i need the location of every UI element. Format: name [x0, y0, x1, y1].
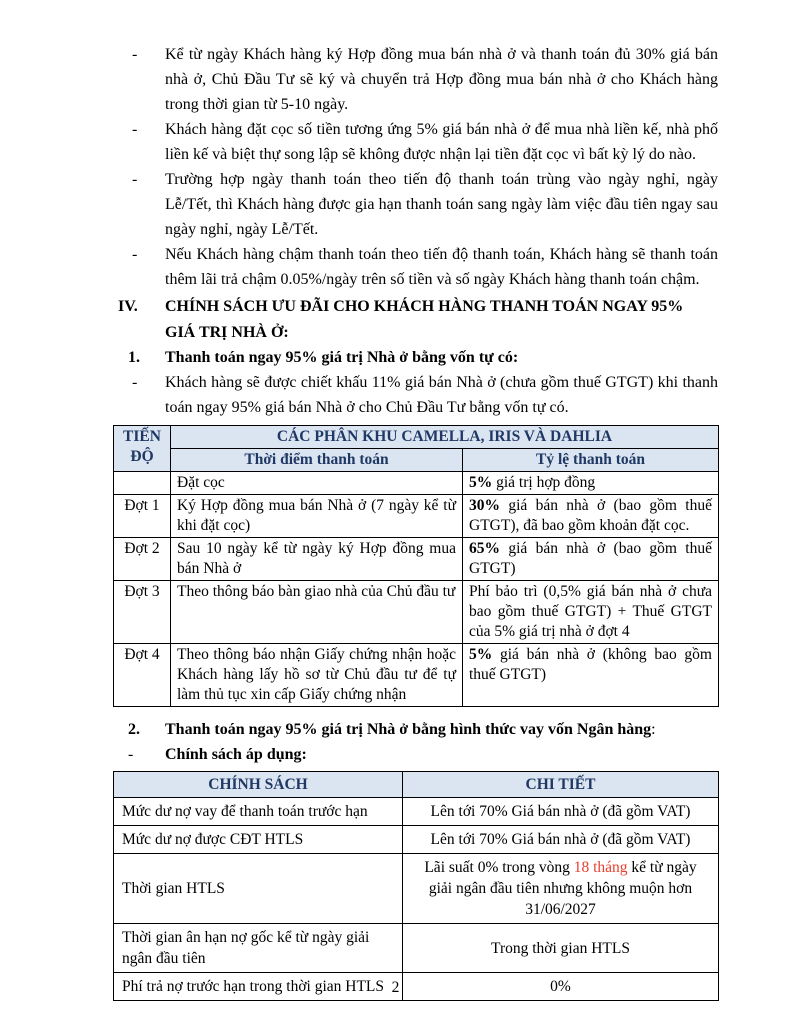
header-cell-rate: Tỷ lệ thanh toán	[463, 449, 719, 472]
table-row	[114, 798, 719, 826]
rate-percent: 65%	[469, 540, 500, 557]
bullet-text: Chính sách áp dụng:	[165, 746, 307, 763]
table-header-row	[114, 426, 719, 449]
bullet-dash: -	[132, 121, 138, 138]
cell-stage: Đợt 4	[114, 644, 171, 707]
cell-time: Sau 10 ngày kể từ ngày ký Hợp đồng mua bán Nhà ở	[171, 538, 463, 581]
rate-percent: 5%	[469, 646, 493, 663]
section-iv-heading	[113, 294, 718, 346]
table-row	[114, 854, 719, 924]
table-row	[114, 924, 719, 973]
cell-stage: Đợt 1	[114, 495, 171, 538]
cell-rate	[463, 644, 719, 707]
header-cell-policy: CHÍNH SÁCH	[114, 772, 403, 798]
section-numeral: IV.	[118, 298, 138, 315]
table-row	[114, 495, 719, 538]
item-title-colon: :	[651, 721, 656, 738]
rate-percent: 30%	[469, 497, 500, 514]
table-subheader-row	[114, 449, 719, 472]
bullet-dash: -	[128, 746, 134, 763]
bullet-text: Nếu Khách hàng chậm thanh toán theo tiến độ thanh toán, Khách hàng sẽ thanh toán thêm lãi trả chậm 0.05%/ngày trên số tiền và số ngày Khách hàng thanh toán chậm.	[165, 246, 718, 288]
cell-time: Đặt cọc	[171, 472, 463, 495]
rate-text: giá bán nhà ở (không bao gồm thuế GTGT)	[469, 646, 712, 683]
page-content	[113, 42, 718, 1001]
cell-policy: Mức dư nợ vay để thanh toán trước hạn	[114, 798, 403, 826]
item-numeral: 2.	[128, 721, 140, 738]
bullet-dash: -	[132, 246, 138, 263]
intro-bullet-2	[113, 117, 718, 167]
header-cell-time: Thời điểm thanh toán	[171, 449, 463, 472]
header-cell-zones: CÁC PHÂN KHU CAMELLA, IRIS VÀ DAHLIA	[171, 426, 719, 449]
cell-time: Theo thông báo bàn giao nhà của Chủ đầu tư	[171, 581, 463, 644]
rate-text: giá trị hợp đồng	[492, 474, 596, 491]
rate-percent: 5%	[469, 474, 493, 491]
cell-rate	[463, 472, 719, 495]
cell-time: Theo thông báo nhận Giấy chứng nhận hoặc Khách hàng lấy hồ sơ từ Chủ đầu tư để tự làm thủ tục xin cấp Giấy chứng nhận	[171, 644, 463, 707]
table-row	[114, 472, 719, 495]
bullet-dash: -	[132, 171, 138, 188]
cell-policy: Mức dư nợ được CĐT HTLS	[114, 826, 403, 854]
section-title: CHÍNH SÁCH ƯU ĐÃI CHO KHÁCH HÀNG THANH TOÁN NGAY 95% GIÁ TRỊ NHÀ Ở:	[165, 298, 684, 341]
bullet-text: Kể từ ngày Khách hàng ký Hợp đồng mua bán nhà ở và thanh toán đủ 30% giá bán nhà ở, Chủ Đầu Tư sẽ ký và chuyển trả Hợp đồng mua bán nhà ở cho Khách hàng trong thời gian từ 5-10 ngày.	[165, 46, 718, 113]
bullet-dash: -	[132, 374, 138, 391]
table-row	[114, 826, 719, 854]
item-title	[165, 718, 718, 742]
table-header-row	[114, 772, 719, 798]
item-1-heading	[113, 346, 718, 370]
header-cell-detail: CHI TIẾT	[403, 772, 719, 798]
cell-rate	[463, 538, 719, 581]
item-title: Thanh toán ngay 95% giá trị Nhà ở bằng vốn tự có:	[165, 349, 519, 366]
cell-detail: Trong thời gian HTLS	[403, 924, 719, 973]
detail-text: kể từ ngày giải ngân đầu tiên nhưng không muộn hơn 31/06/2027	[428, 859, 697, 918]
cell-policy: Thời gian ân hạn nợ gốc kể từ ngày giải ngân đầu tiên	[114, 924, 403, 973]
rate-text: giá bán nhà ở (bao gồm thuế GTGT), đã bao gồm khoản đặt cọc.	[469, 497, 712, 534]
cell-time: Ký Hợp đồng mua bán Nhà ở (7 ngày kể từ khi đặt cọc)	[171, 495, 463, 538]
cell-detail: 0%	[403, 973, 719, 1001]
cell-stage: Đợt 2	[114, 538, 171, 581]
cell-detail: Lên tới 70% Giá bán nhà ở (đã gồm VAT)	[403, 826, 719, 854]
detail-highlight: 18 tháng	[573, 859, 628, 876]
cell-policy: Thời gian HTLS	[114, 854, 403, 924]
rate-text: giá bán nhà ở (bao gồm thuế GTGT)	[469, 540, 712, 577]
detail-text: Lãi suất 0% trong vòng	[424, 859, 574, 876]
rate-text: Phí bảo trì (0,5% giá bán nhà ở chưa bao gồm thuế GTGT) + Thuế GTGT của 5% giá trị nhà ở đợt 4	[469, 583, 712, 640]
intro-bullet-1	[113, 42, 718, 117]
bullet-text: Khách hàng sẽ được chiết khấu 11% giá bán Nhà ở (chưa gồm thuế GTGT) khi thanh toán ngay 95% giá bán Nhà ở cho Chủ Đầu Tư bằng vốn tự có.	[165, 374, 718, 416]
item-title-text: Thanh toán ngay 95% giá trị Nhà ở bằng hình thức vay vốn Ngân hàng	[165, 721, 652, 738]
cell-detail	[403, 854, 719, 924]
cell-policy: Phí trả nợ trước hạn trong thời gian HTLS	[114, 973, 403, 1001]
item-1-bullet	[113, 370, 718, 420]
loan-policy-table	[113, 771, 719, 1001]
item-2-heading	[113, 718, 718, 742]
payment-schedule-table	[113, 425, 719, 707]
bullet-text: Khách hàng đặt cọc số tiền tương ứng 5% giá bán nhà ở để mua nhà liền kế, nhà phố liền kế và biệt thự song lập sẽ không được nhận lại tiền đặt cọc vì bất kỳ lý do nào.	[165, 121, 718, 163]
table-row	[114, 538, 719, 581]
item-numeral: 1.	[128, 349, 140, 366]
page-number: 2	[391, 979, 400, 996]
item-2-bullet	[113, 742, 718, 767]
table-row	[114, 644, 719, 707]
intro-bullet-4	[113, 242, 718, 292]
cell-stage	[114, 472, 171, 495]
cell-detail: Lên tới 70% Giá bán nhà ở (đã gồm VAT)	[403, 798, 719, 826]
header-cell-stage: TIẾN ĐỘ	[114, 426, 171, 472]
bullet-text: Trường hợp ngày thanh toán theo tiến độ thanh toán trùng vào ngày nghỉ, ngày Lễ/Tết, thì Khách hàng được gia hạn thanh toán sang ngày làm việc đầu tiên ngay sau ngày nghỉ, ngày Lễ/Tết.	[165, 171, 718, 238]
cell-rate	[463, 495, 719, 538]
bullet-dash: -	[132, 46, 138, 63]
intro-bullet-3	[113, 167, 718, 242]
table-row	[114, 581, 719, 644]
cell-stage: Đợt 3	[114, 581, 171, 644]
cell-rate	[463, 581, 719, 644]
